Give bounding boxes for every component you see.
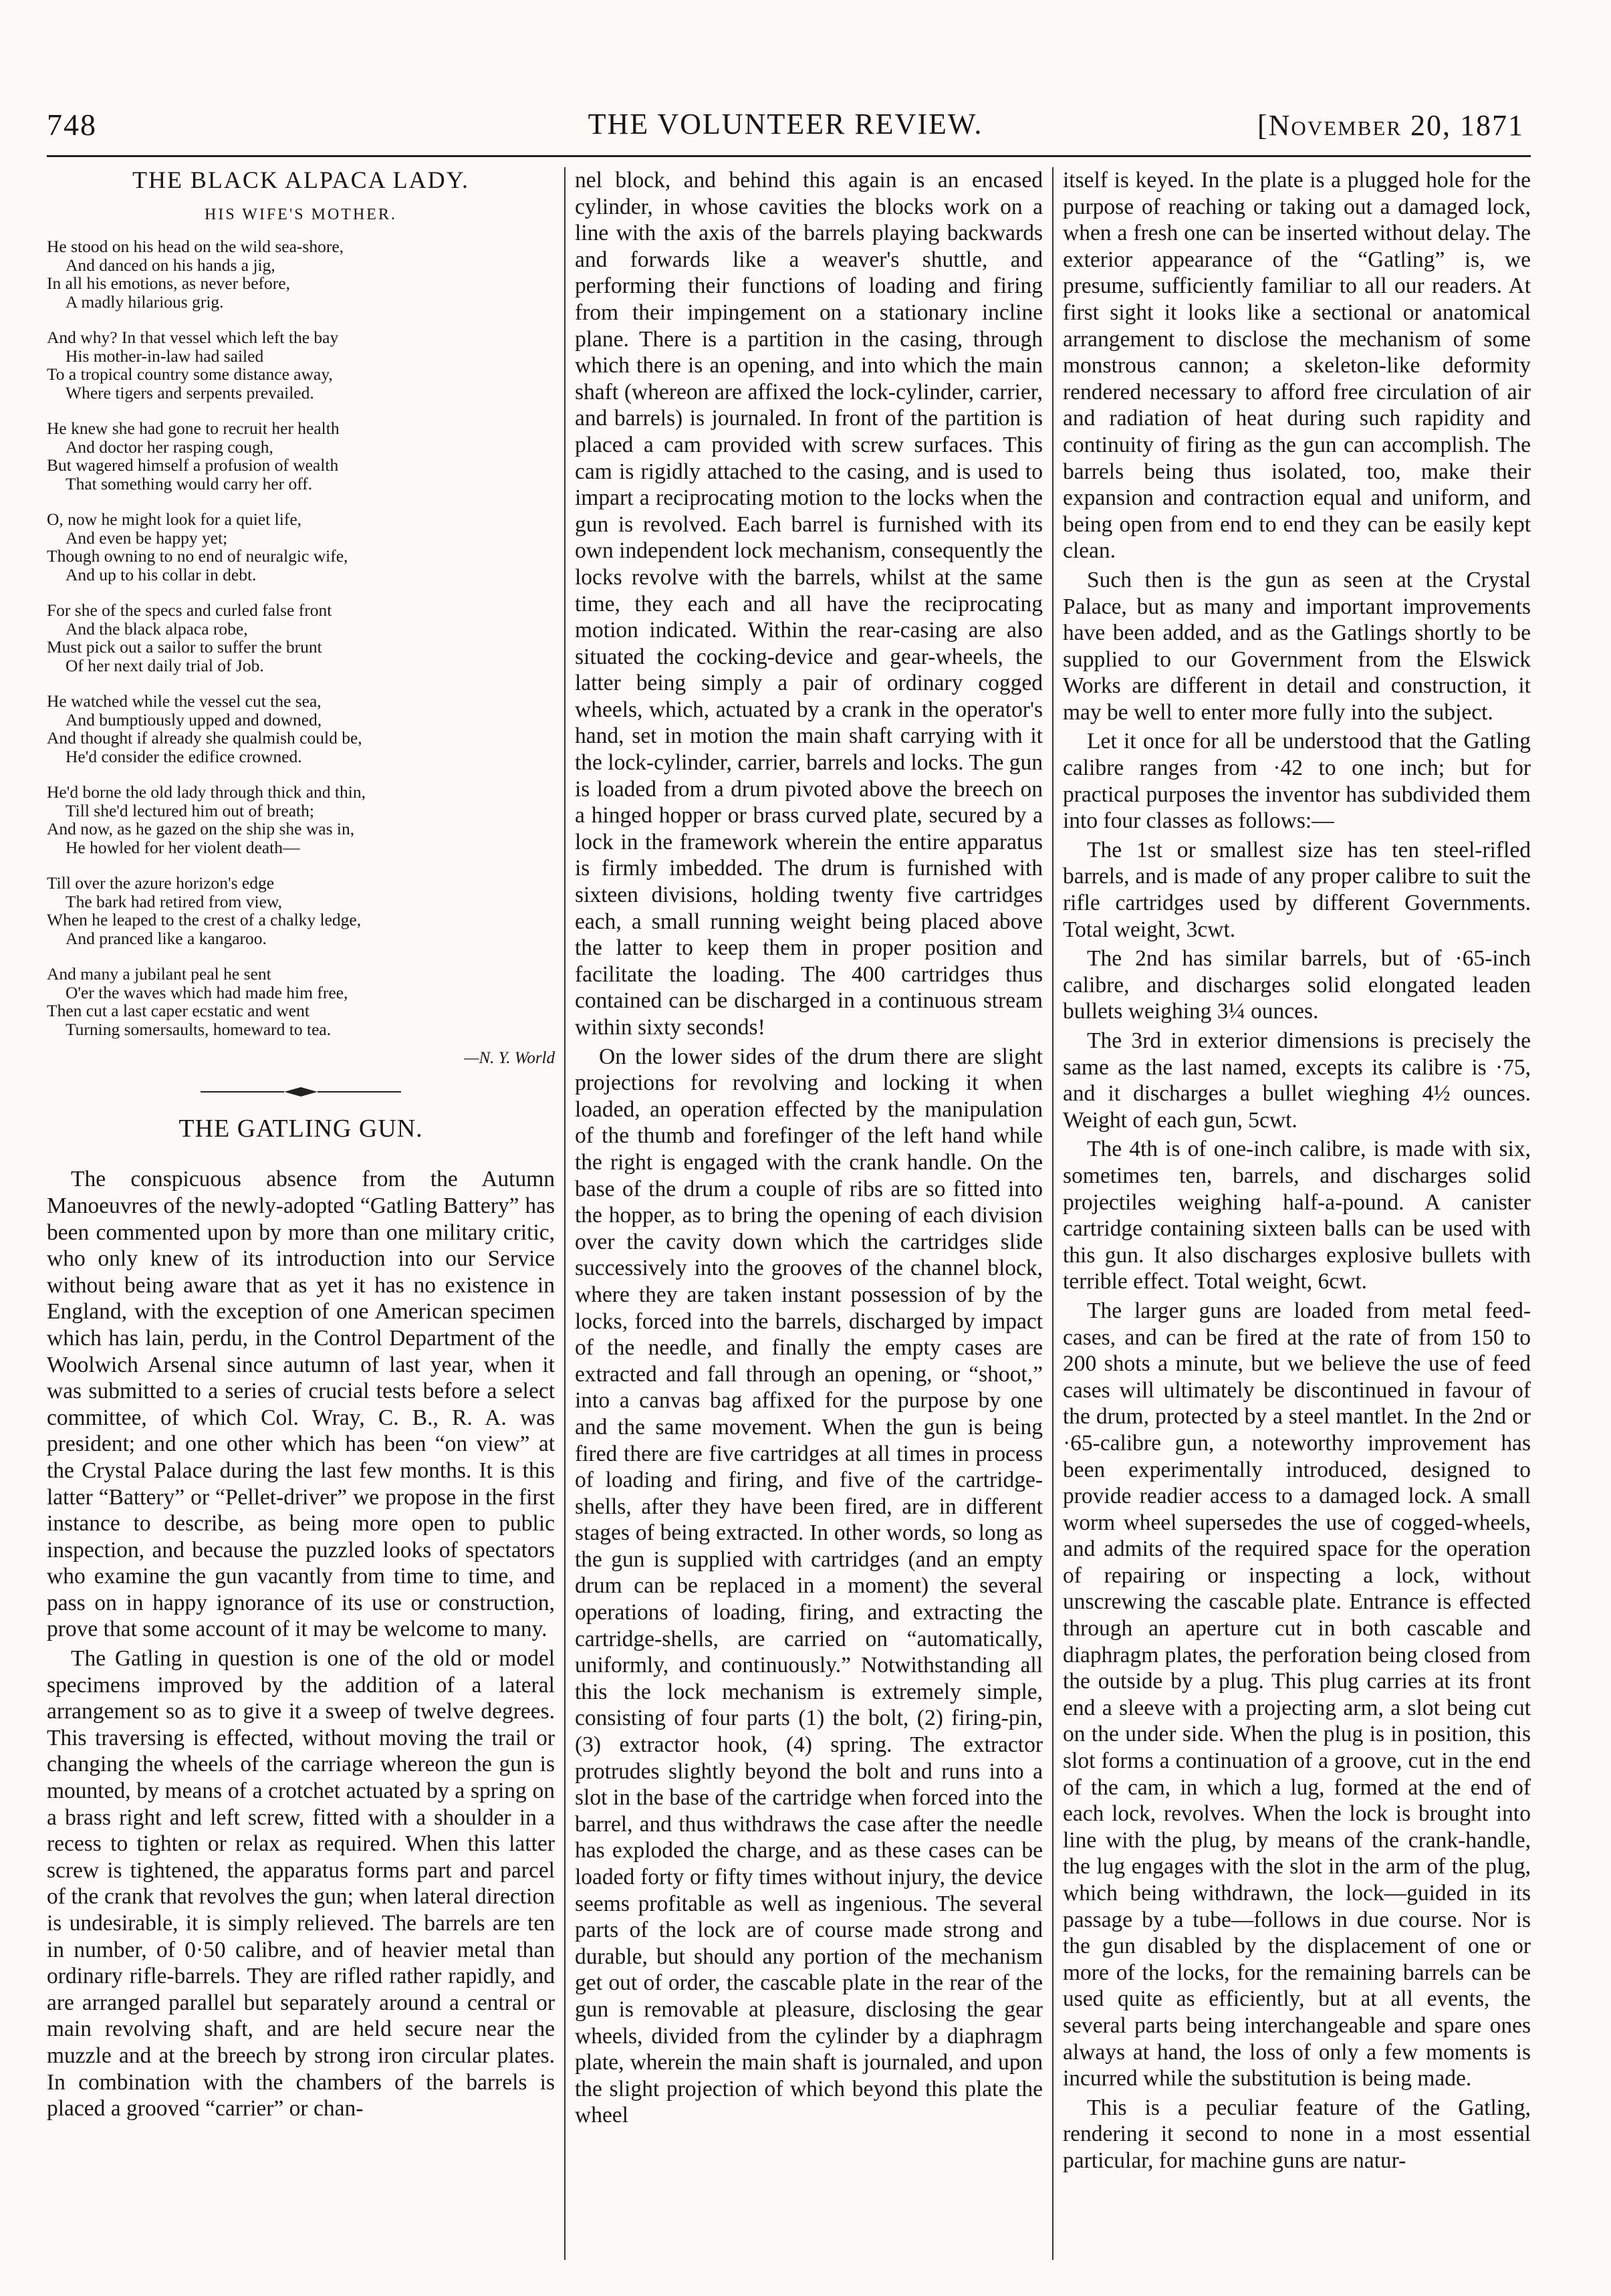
poem-line: And danced on his hands a jig, <box>66 255 275 275</box>
article-paragraph: The conspicuous absence from the Autumn Manoeuvres of the newly-adopted “Gatling Battery” has been commented upon by more than one military critic, who only knew of its introduction into our Service without being aware that as yet it has no existence in England, with the exception of one American specimen which has lain, perdu, in the Control Department of the Woolwich Arsenal since autumn of last year, when it was submitted to a series of crucial tests before a select committee, of which Col. Wray, C. B., R. A. was president; and one other which has been “on view” at the Crystal Palace during the last few months. It is this latter “Battery” or “Pellet-driver” we propose in the first instance to describe, as being more open to public inspection, and because the puzzled looks of spectators who examine the gun vacantly from time to time, and pass on in happy ignorance of its use or construction, prove that some account of it may be welcome to many. <box>47 1167 555 1642</box>
article-paragraph: On the lower sides of the drum there are slight projections for revolving and locking it when loaded, an operation effected by the manipulation of the thumb and forefinger of the left hand while the right is engaged with the crank handle. On the base of the drum a couple of ribs are so fitted into the hopper, as to bring the opening of each division over the cavity down which the cartridges slide successively into the grooves of the channel block, where they are taken instant possession of by the locks, forced into the barrels, discharged by impact of the needle, and finally the empty cases are extracted and fall through an opening, or “shoot,” into a canvas bag affixed for the purpose by one and the same movement. When the gun is being fired there are five cartridges at all times in process of loading and firing, and five of the cartridge-shells, after they have been fired, are in different stages of being extracted. In other words, so long as the gun is supplied with cartridges (and an empty drum can be replaced in a moment) the several operations of loading, firing, and extracting the cartridge-shells, are carried on “automatically, uniformly, and continuously.” Notwithstanding all this the lock mechanism is extremely simple, consisting of four parts (1) the bolt, (2) firing-pin, (3) extractor hook, (4) spring. The extractor protrudes slightly beyond the bolt and runs into a slot in the base of the cartridge when forced into the barrel, and thus withdraws the case after the needle has exploded the charge, and as these cases can be loaded forty or fifty times without injury, the device seems profitable as well as ingenious. The several parts of the lock are of course made strong and durable, but should any portion of the mechanism get out of order, the cascable plate in the rear of the gun is removable at pleasure, disclosing the gear wheels, divided from the cylinder by a diaphragm plate, wherein the main shaft is journaled, and upon the slight projection of which beyond this plate the wheel <box>575 1044 1043 2128</box>
poem-line: And now, as he gazed on the ship she was in, <box>47 819 355 839</box>
poem-line: Till over the azure horizon's edge <box>47 873 275 893</box>
article-paragraph: The larger guns are loaded from metal feed-cases, and can be fired at the rate of from 150 to 200 shots a minute, but we believe the use of feed cases will ultimately be discontinued in favour of the drum, protected by a steel mantlet. In the 2nd or ·65-calibre gun, a noteworthy improvement has been experimentally introduced, designed to provide readier access to a damaged lock. A small worm wheel supersedes the use of cogged-wheels, and admits of the required space for the operation of repairing or inspecting a lock, without unscrewing the cascable plate. Entrance is effected through an aperture cut in both cascable and diaphragm plates, the perforation being closed from the outside by a plug. This plug carries at its front end a sleeve with a projecting arm, a slot being cut on the under side. When the plug is in position, this slot forms a continuation of a groove, cut in the end of the cam, in which a lug, formed at the end of each lock, revolves. When the lock is brought into line with the plug, by means of the crank-handle, the lug engages with the slot in the arm of the plug, which being withdrawn, the lock—guided in its passage by a tube—follows in due course. Nor is the gun disabled by the displacement of one or more of the locks, for the remaining barrels can be used quite as efficiently, but at all events, the several parts being interchangeable and spare ones always at hand, the loss of only a few moments is incurred while the substitution is being made. <box>1063 1298 1531 2091</box>
poem-line: O, now he might look for a quiet life, <box>47 509 302 530</box>
poem-line: His mother-in-law had sailed <box>66 346 264 366</box>
poem-line: And many a jubilant peal he sent <box>47 964 271 984</box>
poem-line: Must pick out a sailor to suffer the brunt <box>47 637 322 657</box>
page-number: 748 <box>47 108 97 142</box>
poem-line: O'er the waves which had made him free, <box>66 982 348 1002</box>
poem-line: Then cut a last caper ecstatic and went <box>47 1001 309 1021</box>
poem-line: The bark had retired from view, <box>66 891 283 911</box>
poem-body <box>47 237 555 1038</box>
poem-line: And the black alpaca robe, <box>66 618 248 639</box>
poem-credit: —N. Y. World <box>464 1049 555 1068</box>
poem-line: He knew she had gone to recruit her health <box>47 419 340 439</box>
article-paragraph: The Gatling in question is one of the old or model specimens improved by the addition of a lateral arrangement so as to give it a sweep of twelve degrees. This traversing is effected, without moving the trail or changing the wheels of the carriage whereon the gun is mounted, by means of a crotchet actuated by a spring on a brass right and left screw, fitted with a shoulder in a recess to tighten or relax as required. When this latter screw is tightened, the apparatus forms part and parcel of the crank that revolves the gun; when lateral direction is undesirable, it is simply relieved. The barrels are ten in number, of 0·50 calibre, and of heavier metal than ordinary rifle-barrels. They are rifled rather rapidly, and are arranged parallel but separately around a central or main revolving shaft, and are held secure near the muzzle and at the breech by strong iron circular plates. In combination with the chambers of the barrels is placed a grooved “carrier” or chan- <box>47 1646 555 2121</box>
article-paragraph: The 3rd in exterior dimensions is precisely the same as the last named, excepts its calibre is ·75, and it discharges a bullet wieghing 4½ ounces. Weight of each gun, 5cwt. <box>1063 1028 1531 1133</box>
poem-line: Where tigers and serpents prevailed. <box>66 382 314 403</box>
article-col1-body <box>47 1166 555 2121</box>
poem-line: But wagered himself a profusion of wealth <box>47 455 339 475</box>
poem-stanza <box>47 237 555 311</box>
article-paragraph: nel block, and behind this again is an encased cylinder, in whose cavities the blocks work on a line with the axis of the barrels playing backwards and forwards like a weaver's shuttle, and performing their functions of loading and firing from their impingement on a stationary incline plane. There is a partition in the casing, through which there is an opening, and into which the main shaft (whereon are affixed the lock-cylinder, carrier, and barrels) is journaled. In front of the partition is placed a cam provided with screw surfaces. This cam is rigidly attached to the casing, and is used to impart a reciprocating motion to the locks when the gun is revolved. Each barrel is furnished with its own independent lock mechanism, consequently the locks revolve with the barrels, whilst at the same time, they each and all have the reciprocating motion indicated. Within the rear-casing are also situated the cocking-device and gear-wheels, the latter being simply a pair of ordinary cogged wheels, which, actuated by a crank in the operator's hand, set in motion the main shaft carrying with it the lock-cylinder, carrier, barrels and locks. The gun is loaded from a drum pivoted above the breech on a hinged hopper or brass curved plate, secured by a lock in the framework wherein the entire apparatus is firmly imbedded. The drum is furnished with sixteen divisions, holding twenty five cartridges each, a small running weight being placed above the latter to keep them in proper position and facilitate the loading. The 400 cartridges thus contained can be discharged in a continuous stream within sixty seconds! <box>575 168 1043 1040</box>
poem-stanza <box>47 692 555 766</box>
poem-line: And doctor her rasping cough, <box>66 437 273 457</box>
poem-line: Till she'd lectured him out of breath; <box>66 800 314 820</box>
article-col2-body <box>575 167 1043 2129</box>
poem-line: In all his emotions, as never before, <box>47 273 290 294</box>
article-paragraph: Let it once for all be understood that the Gatling calibre ranges from ·42 to one inch; but for practical purposes the inventor has subdivided them into four classes as follows:— <box>1063 729 1531 834</box>
column-divider-1 <box>564 167 566 2260</box>
poem-line: And even be happy yet; <box>66 528 228 548</box>
poem-line: He howled for her violent death— <box>66 837 300 857</box>
poem-line: And why? In that vessel which left the bay <box>47 328 339 348</box>
column-1 <box>47 167 555 2253</box>
header-rule <box>47 155 1531 157</box>
masthead <box>47 107 1524 154</box>
poem-line: Though owning to no end of neuralgic wife, <box>47 546 348 566</box>
article-paragraph: itself is keyed. In the plate is a plugged hole for the purpose of reaching or taking out a damaged lock, when a fresh one can be inserted without delay. The exterior appearance of the “Gatling” is, we presume, sufficiently familiar to all our readers. At first sight it looks like a sectional or anatomical arrangement to disclose the mechanism of some monstrous cannon; a skeleton-like deformity rendered necessary to afford free circulation of air and radiation of heat during such rapidity and continuity of firing as the gun can accomplish. The barrels being thus isolated, too, make their expansion and contraction equal and uniform, and being open from end to end they can be easily kept clean. <box>1063 168 1531 564</box>
article-paragraph: This is a peculiar feature of the Gatling, rendering it second to none in a most essential particular, for machine guns are natur- <box>1063 2095 1531 2173</box>
poem-line: And bumptiously upped and downed, <box>66 709 322 729</box>
issue-date: [November 20, 1871 <box>1257 109 1524 142</box>
ornament-divider-icon <box>194 1085 408 1099</box>
column-divider-2 <box>1052 167 1054 2260</box>
poem-stanza <box>47 328 555 402</box>
poem-line: To a tropical country some distance away, <box>47 364 333 384</box>
poem-stanza <box>47 965 555 1038</box>
poem-line: He stood on his head on the wild sea-shore, <box>47 237 344 257</box>
poem-line: He watched while the vessel cut the sea, <box>47 691 322 711</box>
poem-line: And up to his collar in debt. <box>66 564 257 584</box>
poem-line: And thought if already she qualmish could be, <box>47 728 362 748</box>
poem-line: Of her next daily trial of Job. <box>66 655 264 675</box>
poem-title: THE BLACK ALPACA LADY. <box>132 167 470 193</box>
article-title: THE GATLING GUN. <box>178 1114 423 1143</box>
poem-line: For she of the specs and curled false front <box>47 600 332 620</box>
poem-stanza <box>47 419 555 493</box>
poem-stanza <box>47 783 555 856</box>
poem-subtitle: HIS WIFE'S MOTHER. <box>205 205 397 223</box>
poem-line: That something would carry her off. <box>66 473 313 493</box>
article-paragraph: The 4th is of one-inch calibre, is made with six, sometimes ten, barrels, and discharges solid projectiles weighing half-a-pound. A canister cartridge containing sixteen balls can be used with this gun. It also discharges explosive bullets with terrible effect. Total weight, 6cwt. <box>1063 1137 1531 1294</box>
poem-stanza <box>47 510 555 584</box>
poem-stanza <box>47 874 555 947</box>
poem-line: And pranced like a kangaroo. <box>66 928 267 948</box>
poem-line: Turning somersaults, homeward to tea. <box>66 1019 332 1039</box>
poem-line: A madly hilarious grig. <box>66 292 224 312</box>
article-paragraph: The 1st or smallest size has ten steel-rifled barrels, and is made of any proper calibre to suit the rifle cartridges used by different Governments. Total weight, 3cwt. <box>1063 837 1531 942</box>
article-paragraph: The 2nd has similar barrels, but of ·65-inch calibre, and discharges solid elongated leaden bullets weighing 3¼ ounces. <box>1063 946 1531 1024</box>
poem-line: He'd consider the edifice crowned. <box>66 746 302 766</box>
column-2 <box>575 167 1043 2253</box>
poem-stanza <box>47 601 555 675</box>
poem-line: He'd borne the old lady through thick and thin, <box>47 782 366 802</box>
newspaper-title: THE VOLUNTEER REVIEW. <box>588 108 983 140</box>
column-3 <box>1063 167 1531 2253</box>
poem-line: When he leaped to the crest of a chalky ledge, <box>47 910 362 930</box>
article-col3-body <box>1063 167 1531 2174</box>
article-paragraph: Such then is the gun as seen at the Crystal Palace, but as many and important improvements have been added, and as the Gatlings shortly to be supplied to our Government from the Elswick Works are different in detail and construction, it may be well to enter more fully into the subject. <box>1063 567 1531 725</box>
